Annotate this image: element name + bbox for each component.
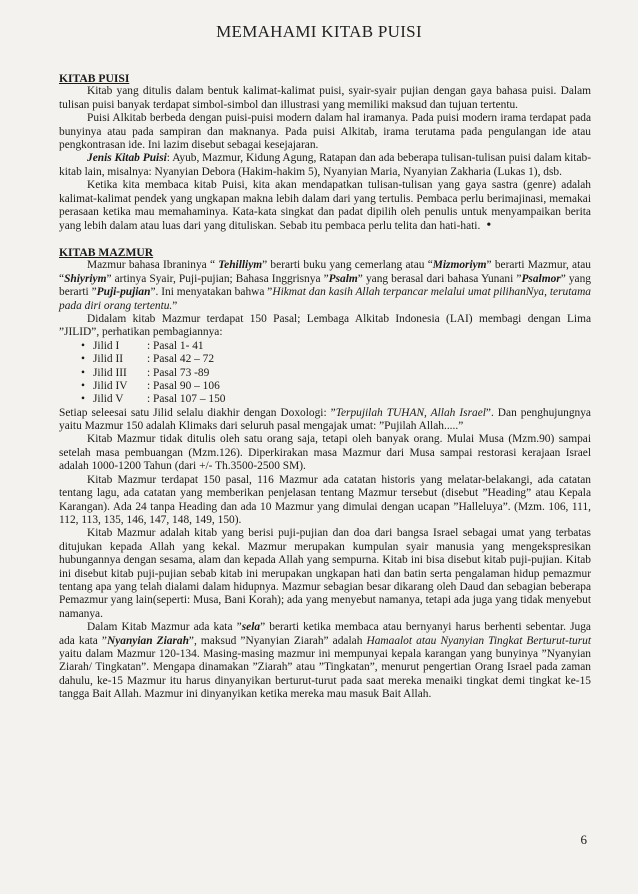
bullet-icon: • (81, 366, 85, 379)
paragraph: Puisi Alkitab berbeda dengan puisi-puisi modern dalam hal iramanya. Pada puisi modern irama terdapat pada bunyinya atau pada sampiran dan maknanya. Pada puisi Alkitab, irama terutama pada pengulangan ide atau pengkontrasan ide. Ini lazim disebut sebagai kesejajaran. (59, 112, 591, 152)
jilid-list (59, 340, 591, 407)
list-item: • Jilid IV : Pasal 90 – 106 (81, 379, 220, 392)
bullet-icon: • (81, 353, 85, 366)
list-item: • Jilid I : Pasal 1- 41 (81, 339, 204, 352)
page-number: 6 (580, 832, 587, 847)
stray-mark: • (486, 218, 492, 234)
paragraph: Jenis Kitab Puisi: Ayub, Mazmur, Kidung Agung, Ratapan dan ada beberapa tulisan-tulisan puisi dalam kitab-kitab lain, misalnya: Nyanyian Debora (Hakim-hakim 5), Nyanyian Maria, Nyanyian Zakharia (Lukas 1), dsb. (59, 152, 591, 178)
paragraph: Setiap seleesai satu Jilid selalu diakhir dengan Doxologi: ”Terpujilah TUHAN, Allah Israel”. Dan penghujungnya yaitu Mazmur 150 adalah Klimaks dari seluruh pasal mengajak umat: ”Pujilah Allah.....” (59, 406, 591, 433)
paragraph: Kitab Mazmur tidak ditulis oleh satu orang saja, tetapi oleh banyak orang. Mulai Musa (Mzm.90) sampai setelah masa pembuangan (Mzm.126). Diperkirakan masa Mazmur dari Musa sampai restorasi kerajaan Israel adalah 1000-1200 Tahun (dari +/- Th.3500-2500 SM). (59, 433, 591, 473)
paragraph: Dalam Kitab Mazmur ada kata ”sela” berarti ketika membaca atau bernyanyi harus berhenti sebentar. Juga ada kata ”Nyanyian Ziarah”, maksud ”Nyanyian Ziarah” adalah Hamaalot atau Nyanyian Tingkat Berturut-turut yaitu dalam Mazmur 120-134. Masing-masing mazmur ini mempunyai kepala karangan yang bunyinya ”Nyanyian Ziarah/ Tingkatan”. Mengapa dinamakan ”Ziarah” atau ”Tingkatan”, menurut pengertian Orang Israel pada zaman dahulu, ke-15 Mazmur itu harus dinyanyikan berturut-turut pada saat mereka menaiki tingkat demi tingkat ke-15 tangga Bait Allah. Mazmur ini dinyanyikan ketika mereka mau masuk Bait Allah. (59, 621, 591, 701)
section-heading-kitab-puisi: KITAB PUISI (59, 72, 130, 85)
label-jenis-kitab-puisi: Jenis Kitab Puisi (87, 152, 167, 165)
list-item: • Jilid V : Pasal 107 – 150 (81, 393, 226, 406)
paragraph: Didalam kitab Mazmur terdapat 150 Pasal; Lembaga Alkitab Indonesia (LAI) membagi dengan Lima ”JILID”, perhatikan pembagiannya: (59, 312, 591, 339)
list-item: • Jilid III : Pasal 73 -89 (81, 366, 210, 379)
bullet-icon: • (81, 339, 85, 352)
paragraph: Kitab Mazmur terdapat 150 pasal, 116 Mazmur ada catatan historis yang melatar-belakangi, ada catatan tentang lagu, ada catatan yang memberikan penjelasan tentang Mazmur tersebut (disebut ”Heading” atau Kepala Karangan). Ada 24 tanpa Heading dan ada 10 Mazmur yang dimulai dengan ucapan ”Halleluya”. (Mzm. 106, 111, 112, 113, 135, 146, 147, 148, 149, 150). (59, 473, 591, 526)
bullet-icon: • (81, 379, 85, 392)
list-item: • Jilid II : Pasal 42 – 72 (81, 353, 215, 366)
bullet-icon: • (81, 393, 85, 406)
paragraph: Kitab yang ditulis dalam bentuk kalimat-kalimat puisi, syair-syair pujian dengan gaya bahasa puisi. Dalam tulisan puisi banyak terdapat simbol-simbol dan illustrasi yang memiliki maksud dan tujuan tertentu. (59, 85, 591, 111)
section-heading-kitab-mazmur: KITAB MAZMUR (59, 245, 154, 259)
paragraph: Ketika kita membaca kitab Puisi, kita akan mendapatkan tulisan-tulisan yang gaya sastra (genre) adalah kalimat-kalimat pendek yang ungkapan makna lebih dalam dari yang tertulis. Pembaca perlu berimajinasi, memakai perasaan ketika mau memahaminya. Kata-kata singkat dan padat dipilih oleh penulis untuk menyampaikan berita yang lebih dalam atau luas dari yang dituliskan. Sebab itu pembaca perlu telita dan hati-hati. • (59, 179, 591, 234)
paragraph: Kitab Mazmur adalah kitab yang berisi puji-pujian dan doa dari bangsa Israel sebagai umat yang terbatas ditujukan kepada Allah yang kekal. Mazmur merupakan kumpulan syair manusia yang mengekspresikan hubungannya dengan sesama, alam dan kepada Allah yang sempurna. Kitab ini bisa disebut kitab puji-pujian. Kitab ini disebut kitab puji-pujian sebab kitab ini merupakan ungkapan hati dan batin serta pengalaman hidup pemazmur tentang apa yang telah dialami dalam hidupnya. Mazmur sebagian besar dikarang oleh Daud dan sebagian beberapa Pemazmur yang lain(seperti: Musa, Bani Korah); ada yang menyebut namanya, tetapi ada juga yang tidak menyebut namanya. (59, 527, 591, 620)
document-body (59, 72, 591, 702)
page-title: MEMAHAMI KITAB PUISI (216, 22, 422, 41)
paragraph: Mazmur bahasa Ibraninya “ Tehilliym” berarti buku yang cemerlang atau “Mizmoriym” berarti Mazmur, atau “Shiyriym” artinya Syair, Puji-pujian; Bahasa Inggrisnya ”Psalm” yang berasal dari bahasa Yunani ”Psalmor” yang berarti ”Puji-pujian”. Ini menyatakan bahwa ”Hikmat dan kasih Allah terpancar melalui umat pilihanNya, terutama pada diri orang tertentu.” (59, 259, 592, 312)
